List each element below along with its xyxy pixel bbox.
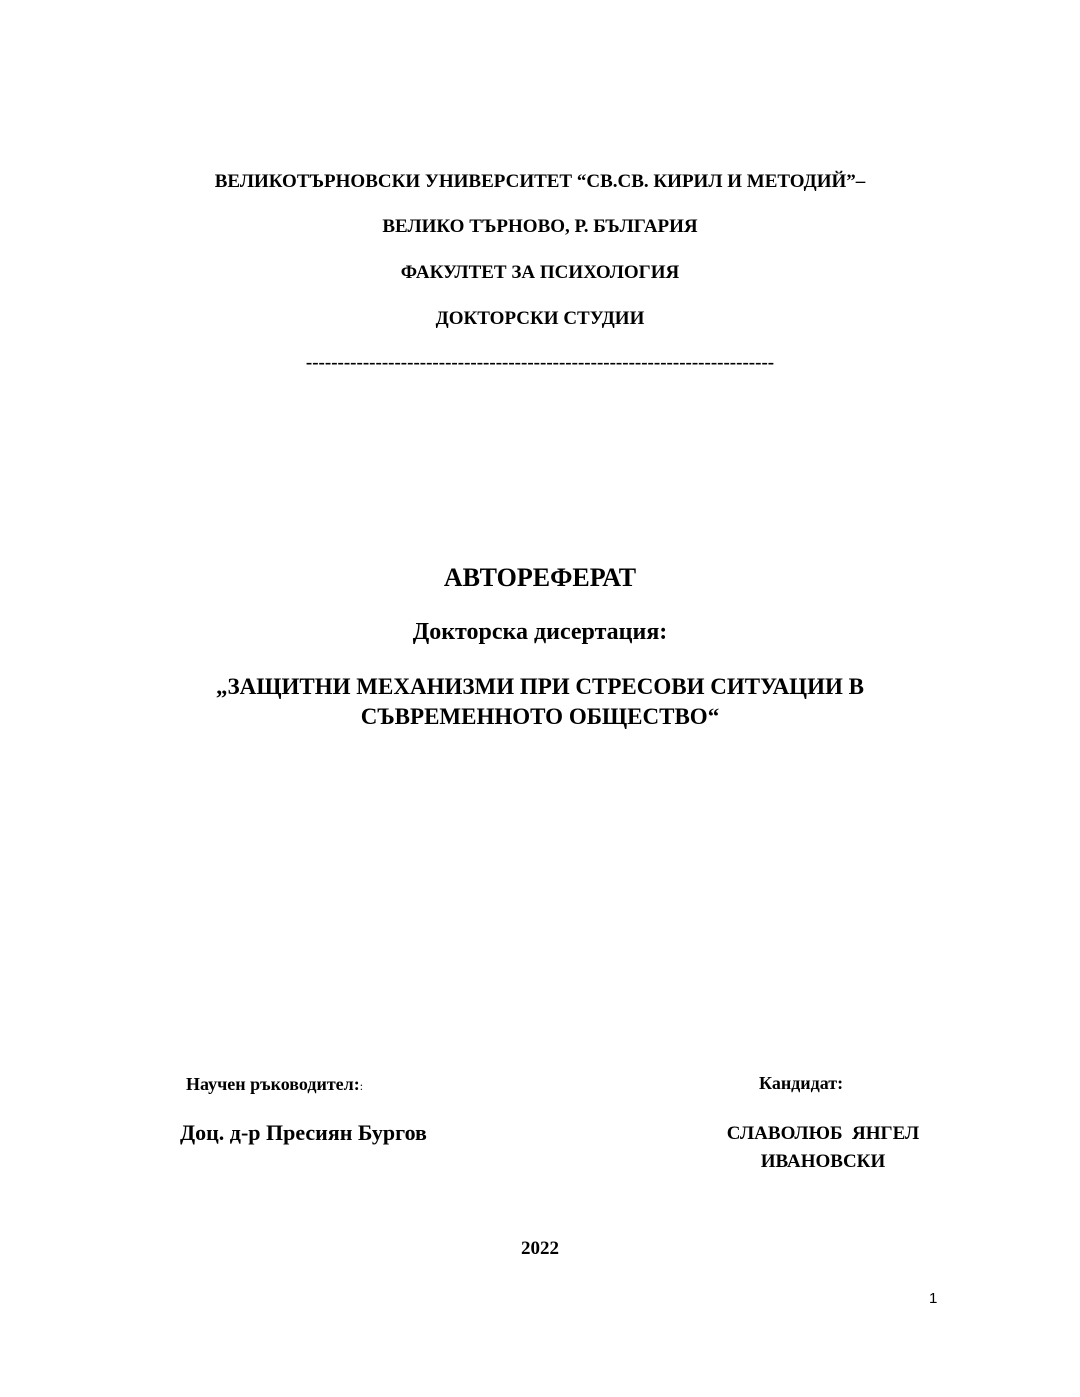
separator-line: -------------------------------------------------------------------------- xyxy=(305,352,775,373)
candidate-name xyxy=(712,1120,934,1176)
year: 2022 xyxy=(521,1238,559,1259)
faculty-name: ФАКУЛТЕТ ЗА ПСИХОЛОГИЯ xyxy=(400,262,680,283)
university-name-line-1: ВЕЛИКОТЪРНОВСКИ УНИВЕРСИТЕТ “СВ.СВ. КИРИЛ И МЕТОДИЙ”– xyxy=(214,171,866,192)
thesis-title xyxy=(0,672,1080,732)
page-number: 1 xyxy=(929,1290,938,1307)
supervisor-label-text: Научен ръководител: xyxy=(186,1074,360,1094)
candidate-label: Кандидат: xyxy=(759,1073,844,1093)
dissertation-label: Докторска дисертация: xyxy=(412,619,668,645)
supervisor-label-extra: : xyxy=(359,1079,364,1093)
candidate-name-line-1: СЛАВОЛЮБ ЯНГЕЛ xyxy=(726,1123,920,1144)
thesis-title-line-2: СЪВРЕМЕННОТО ОБЩЕСТВО“ xyxy=(360,704,720,729)
studies-label: ДОКТОРСКИ СТУДИИ xyxy=(435,308,645,329)
supervisor-label xyxy=(186,1074,363,1095)
candidate-name-line-2: ИВАНОВСКИ xyxy=(760,1151,886,1172)
thesis-title-line-1: „ЗАЩИТНИ МЕХАНИЗМИ ПРИ СТРЕСОВИ СИТУАЦИИ В xyxy=(216,674,864,699)
university-name-line-2: ВЕЛИКО ТЪРНОВО, Р. БЪЛГАРИЯ xyxy=(382,216,698,237)
supervisor-name: Доц. д-р Пресиян Бургов xyxy=(180,1120,427,1145)
abstract-title: АВТОРЕФЕРАТ xyxy=(443,563,637,592)
